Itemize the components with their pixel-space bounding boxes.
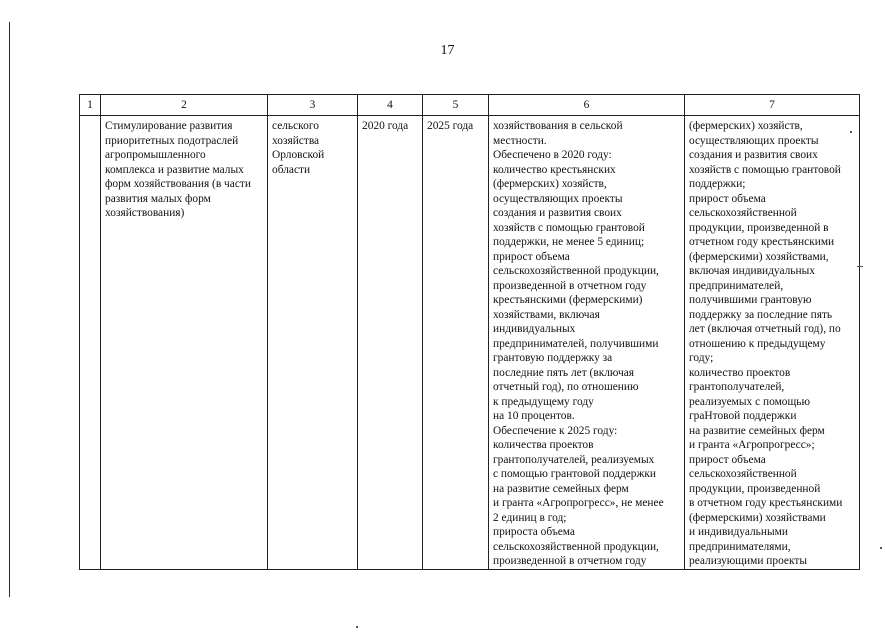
table-header-row [80,95,860,116]
row-cell-indicators: (фермерских) хозяйств, осуществляющих проекты создания и развития своих хозяйств с помощью грантовой поддержки; прирост объема сельскохозяйственной продукции, произведенной в отчетном году крестьянскими (фермерскими) хозяйствами, включая индивидуальных предпринимателей, получившими грантовую поддержку за последние пять лет (включая отчетный год), по отношению к предыдущему году; количество проектов грантополучателей, реализуемых с помощью граНтовой поддержки на развитие семейных ферм и гранта «Агропрогресс»; прирост объема сельскохозяйственной продукции, произведенной в отчетном году крестьянскими (фермерскими) хозяйствами и индивидуальными предпринимателями, реализующими проекты [685,116,860,570]
scan-speck [880,547,882,549]
header-cell-2: 2 [101,95,268,116]
header-cell-6: 6 [489,95,685,116]
scan-speck [857,266,863,267]
header-cell-3: 3 [268,95,358,116]
row-cell-expected-result: хозяйствования в сельской местности. Обеспечено в 2020 году: количество крестьянских (фермерских) хозяйств, осуществляющих проекты создания и развития своих хозяйств с помощью грантовой поддержки, не менее 5 единиц; прирост объема сельскохозяйственной продукции, произведенной в отчетном году крестьянскими (фермерскими) хозяйствами, включая индивидуальных предпринимателей, получившими грантовую поддержку за последние пять лет (включая отчетный год), по отношению к предыдущему году на 10 процентов. Обеспечение к 2025 году: количества проектов грантополучателей, реализуемых с помощью грантовой поддержки на развитие семейных ферм и гранта «Агропрогресс», не менее 2 единиц в год; прироста объема сельскохозяйственной продукции, произведенной в отчетном году [489,116,685,570]
scan-edge-line [9,22,10,597]
row-cell-number [80,116,101,570]
header-cell-5: 5 [423,95,489,116]
row-cell-start-year: 2020 года [358,116,423,570]
header-cell-1: 1 [80,95,101,116]
row-cell-activity: Стимулирование развития приоритетных подотраслей агропромышленного комплекса и развитие малых форм хозяйствования (в части развития малых форм хозяйствования) [101,116,268,570]
header-cell-7: 7 [685,95,860,116]
header-cell-4: 4 [358,95,423,116]
document-table [79,94,860,570]
table-row [80,116,860,570]
page-number: 17 [440,43,455,58]
row-cell-executor: сельского хозяйства Орловской области [268,116,358,570]
scan-speck [850,131,852,133]
row-cell-end-year: 2025 года [423,116,489,570]
scan-speck [356,626,358,628]
